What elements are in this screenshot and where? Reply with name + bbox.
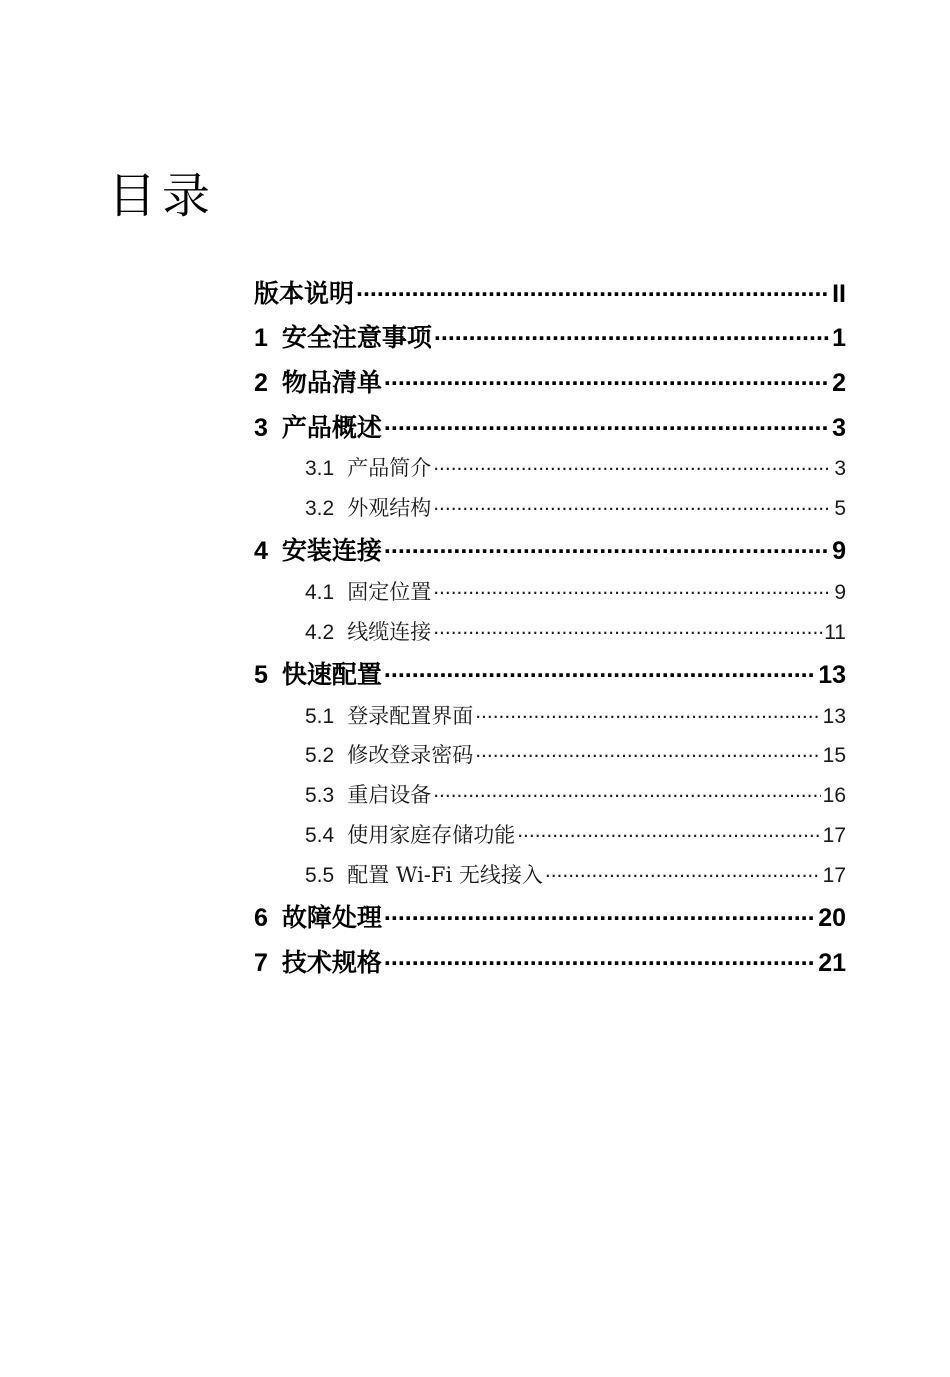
toc-entry-number: 3.1 [305,457,335,480]
page-title: 目录 [108,170,217,223]
toc-entry-5-2[interactable] [305,739,846,769]
toc-leader-dots [433,618,822,639]
toc-entry-number: 4 [254,537,268,565]
toc-leader-dots [384,534,830,559]
toc-entry-4-1[interactable] [305,576,846,606]
toc-entry-title: 线缆连接 [347,620,432,644]
toc-entry-1[interactable] [254,318,846,354]
toc-entry-number: 3 [254,414,268,442]
toc-entry-page: 1 [832,324,846,352]
toc-entry-number: 3.2 [305,497,335,520]
toc-entry-page: 21 [818,949,846,977]
toc-entry-page: 13 [818,661,846,689]
toc-entry-5-3[interactable] [305,779,846,809]
toc-leader-dots [475,741,820,762]
toc-leader-dots [475,702,820,723]
toc-entry-page: 3 [832,414,846,442]
toc-entry-title: 配置 Wi-Fi 无线接入 [347,863,543,887]
toc-leader-dots [356,277,830,302]
toc-leader-dots [433,578,832,599]
toc-entry-3-1[interactable] [305,452,846,482]
toc-entry-title: 物品清单 [281,369,382,397]
toc-entry-title: 故障处理 [281,904,382,932]
toc-entry-page: 13 [822,705,846,728]
toc-entry-number: 4.1 [305,581,335,604]
toc-leader-dots [433,781,820,802]
toc-entry-number: 7 [254,949,268,977]
toc-entry-title: 固定位置 [347,580,432,604]
toc-entry-page: 20 [818,904,846,932]
toc-entry-6[interactable] [254,898,846,934]
toc-entry-2[interactable] [254,363,846,399]
toc-entry-number: 4.2 [305,621,335,644]
toc-leader-dots [517,821,820,842]
toc-entry-title: 版本说明 [254,280,355,308]
toc-leader-dots [384,658,816,683]
toc-entry-5[interactable] [254,655,846,691]
toc-entry-title: 重启设备 [347,783,432,807]
toc-leader-dots [433,494,832,515]
toc-entry-3-2[interactable] [305,492,846,522]
toc-entry-title: 安全注意事项 [281,324,432,352]
toc-entry-5-4[interactable] [305,819,846,849]
toc-entry-number: 1 [254,324,268,352]
toc-entry-title: 技术规格 [281,949,382,977]
toc-entry-number: 5.1 [305,705,335,728]
toc-entry-title: 产品简介 [347,456,432,480]
toc-entry-4[interactable] [254,531,846,567]
toc-entry-page: 17 [822,864,846,887]
toc-entry-3[interactable] [254,408,846,444]
toc-entry-page: 15 [822,744,846,767]
toc-entry-7[interactable] [254,943,846,979]
toc-entry-page: 9 [834,581,846,604]
toc-entry-number: 5 [254,661,268,689]
toc-entry-5-1[interactable] [305,700,846,730]
toc-entry-4-2[interactable] [305,616,846,646]
toc-leader-dots [433,454,832,475]
toc-entry-page: 3 [834,457,846,480]
toc-entry-page: 11 [824,621,846,644]
toc-entry-title: 登录配置界面 [347,704,474,728]
toc-entry-title: 外观结构 [347,496,432,520]
toc-entry-5-5[interactable] [305,859,846,889]
toc-leader-dots [434,321,830,346]
toc-entry-number: 5.5 [305,864,335,887]
toc-entry-number: 2 [254,369,268,397]
toc-entry-title: 使用家庭存储功能 [347,823,516,847]
toc-leader-dots [384,366,830,391]
toc-entry-title: 快速配置 [281,661,382,689]
toc-entry-number: 6 [254,904,268,932]
toc-entry-number: 5.3 [305,784,335,807]
toc-entry-title: 产品概述 [281,414,382,442]
toc-entry-page: II [832,280,846,308]
toc-entry-title: 修改登录密码 [347,743,474,767]
toc-entry-version-notes[interactable] [254,274,846,310]
toc-entry-page: 5 [834,497,846,520]
toc-entry-number: 5.4 [305,824,335,847]
toc-leader-dots [384,901,816,926]
toc-entry-page: 2 [832,369,846,397]
toc-leader-dots [384,411,830,436]
toc-entry-title: 安装连接 [281,537,382,565]
toc-leader-dots [545,861,821,882]
toc-leader-dots [384,946,816,971]
toc-entry-page: 17 [822,824,846,847]
toc-entry-page: 16 [822,784,846,807]
toc-entry-page: 9 [832,537,846,565]
toc-entry-number: 5.2 [305,744,335,767]
